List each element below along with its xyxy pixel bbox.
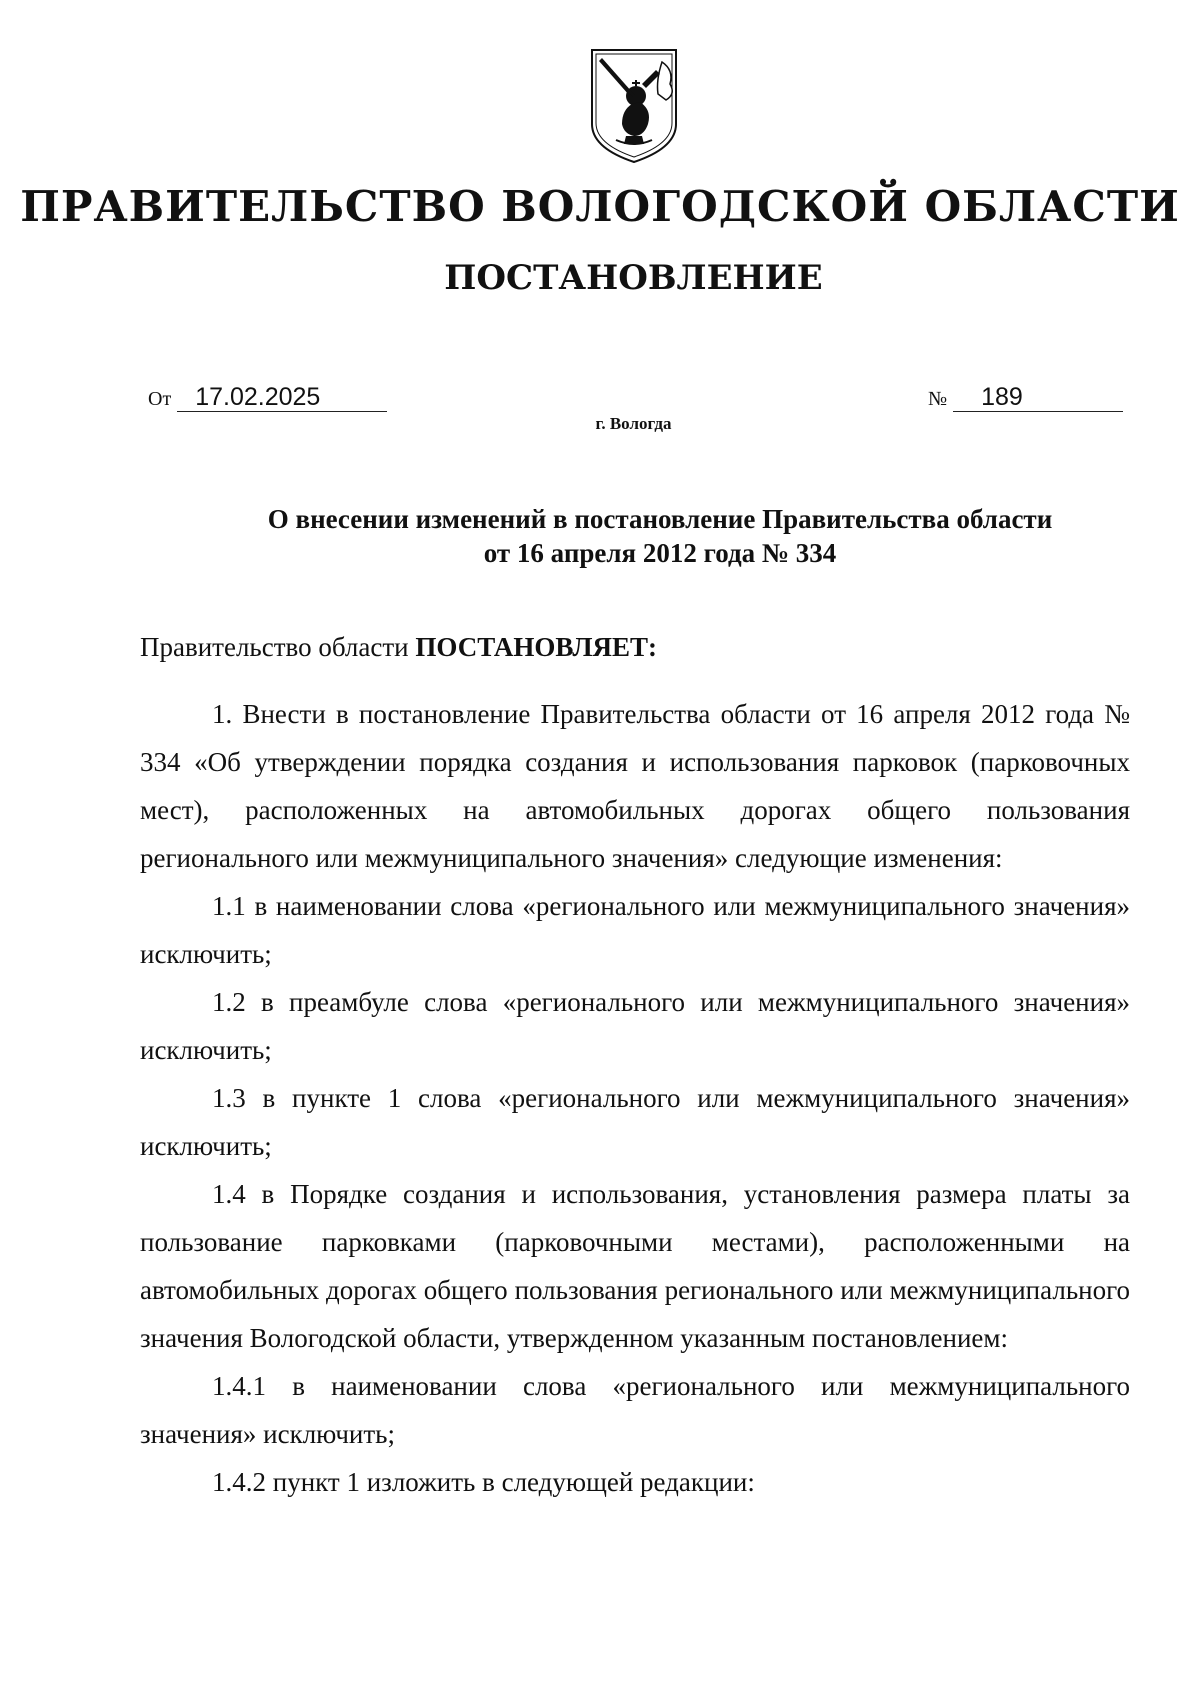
document-body xyxy=(140,623,1130,1506)
number-value: 189 xyxy=(953,383,1123,412)
subject-line-2: от 16 апреля 2012 года № 334 xyxy=(483,538,837,568)
number-label: № xyxy=(928,388,948,410)
paragraph-1-3: 1.3 в пункте 1 слова «регионального или межмуниципального значения» исключить; xyxy=(140,1083,1130,1161)
date-value: 17.02.2025 xyxy=(177,383,387,412)
preamble-text: Правительство области xyxy=(140,632,416,662)
date-row xyxy=(148,383,387,412)
vologda-coat-of-arms-icon xyxy=(586,44,682,166)
number-row xyxy=(928,383,1123,412)
paragraph-1-1: 1.1 в наименовании слова «регионального или межмуниципального значения» исключить; xyxy=(140,891,1130,969)
paragraph-1-4: 1.4 в Порядке создания и использования, установления размера платы за пользование парковками (парковочными местами), расположенными на автомобильных дорогах общего пользования регионального или межмуниципального значения Вологодской области, утвержденном указанным постановлением: xyxy=(140,1179,1130,1353)
paragraph-1: 1. Внести в постановление Правительства области от 16 апреля 2012 года № 334 «Об утверждении порядка создания и использования парковок (парковочных мест), расположенных на автомобильных дорогах общего пользования регионального или межмуниципального значения» следующие изменения: xyxy=(140,699,1130,873)
organization-title: ПРАВИТЕЛЬСТВО ВОЛОГОДСКОЙ ОБЛАСТИ xyxy=(20,182,1180,231)
preamble-decree-word: ПОСТАНОВЛЯЕТ: xyxy=(415,632,657,662)
date-label: От xyxy=(148,388,172,410)
paragraph-1-4-2: 1.4.2 пункт 1 изложить в следующей редакции: xyxy=(212,1467,755,1497)
document-type: ПОСТАНОВЛЕНИЕ xyxy=(444,258,823,298)
city-name: г. Вологда xyxy=(595,414,672,433)
subject-line-1: О внесении изменений в постановление Правительства области xyxy=(267,504,1053,534)
paragraph-1-4-1: 1.4.1 в наименовании слова «регионального или межмуниципального значения» исключить; xyxy=(140,1371,1130,1449)
document-subject xyxy=(160,502,1160,570)
paragraph-1-2: 1.2 в преамбуле слова «регионального или межмуниципального значения» исключить; xyxy=(140,987,1130,1065)
preamble xyxy=(140,623,1130,671)
